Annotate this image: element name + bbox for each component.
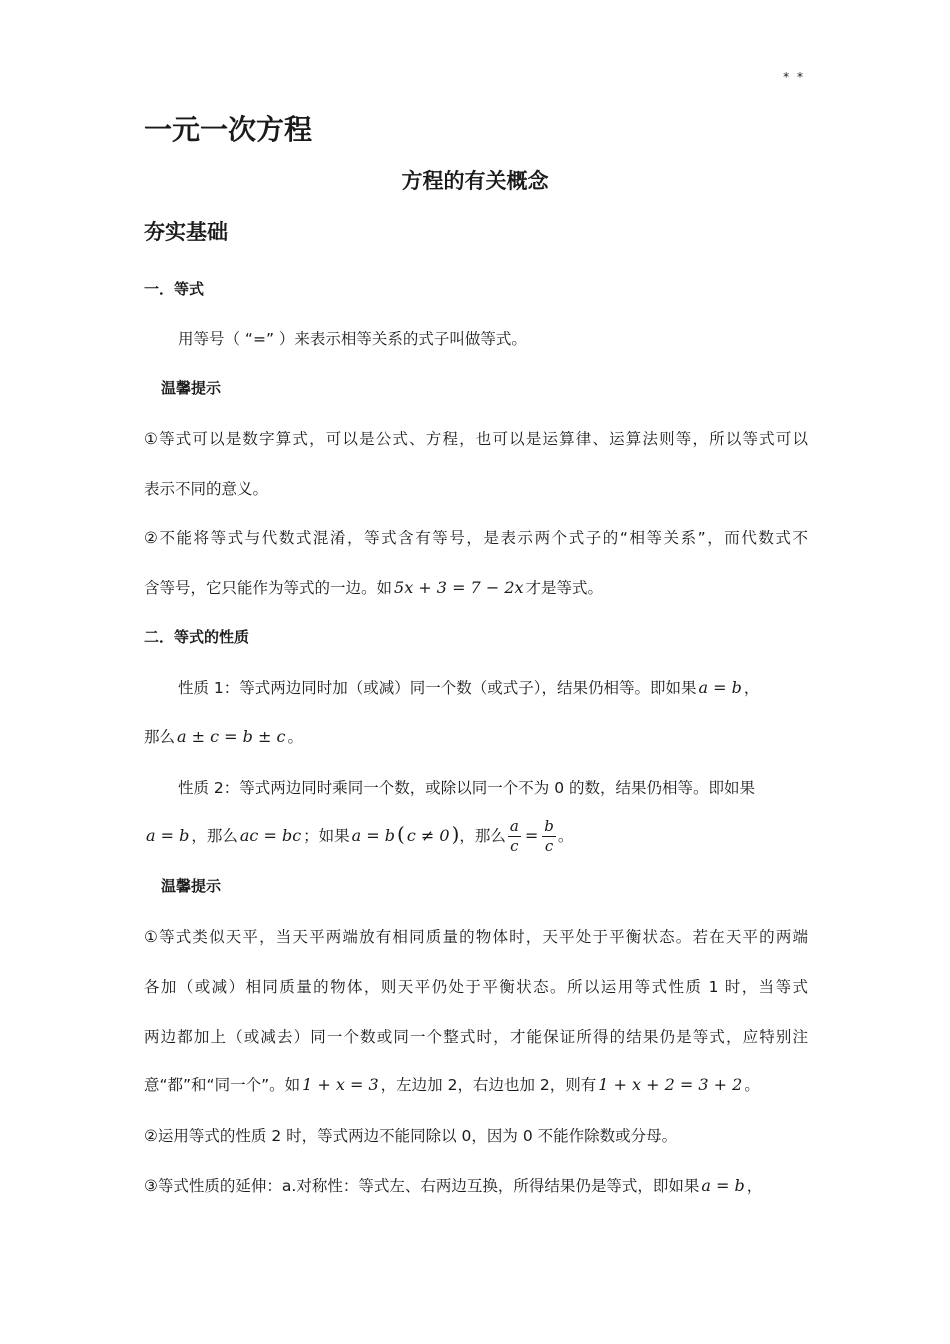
prop1-line2 — [144, 725, 808, 747]
tip2-line2 — [144, 576, 808, 598]
prop1-line1 — [144, 676, 842, 698]
text: 性质 1：等式两边同时加（或减）同一个数（或式子），结果仍相等。即如果 — [178, 679, 697, 697]
text: ；如果 — [303, 827, 350, 845]
prop2-line2 — [144, 814, 808, 856]
text: 含等号，它只能作为等式的一边。如 — [144, 579, 393, 597]
tip4: ②运用等式的性质 2 时，等式两边不能同除以 0，因为 0 不能作除数或分母。 — [144, 1127, 678, 1145]
tip1-line2: 表示不同的意义。 — [144, 480, 269, 498]
tip2-line1: ②不能将等式与代数式混淆，等式含有等号，是表示两个式子的“相等关系”，而代数式不 — [144, 529, 808, 547]
math-expression: a = b — [351, 826, 396, 845]
text: ， — [746, 1177, 763, 1195]
fraction-b-over-c — [542, 817, 556, 856]
math-expression: ac = bc — [239, 826, 302, 845]
denominator: c — [544, 837, 554, 855]
text: 那么 — [144, 728, 176, 746]
heading-equality: 一．等式 — [144, 280, 205, 298]
text: 。 — [557, 827, 574, 845]
tip3-line4 — [144, 1073, 808, 1095]
math-expression: a ± c = b ± c — [177, 727, 286, 746]
page-subtitle: 方程的有关概念 — [401, 169, 549, 193]
numerator: b — [544, 817, 554, 835]
header-mark: * * — [783, 70, 805, 84]
tip3-line2: 各加（或减）相同质量的物体，则天平仍处于平衡状态。所以运用等式性质 1 时，当等式 — [144, 978, 808, 996]
tip-heading-2: 温馨提示 — [161, 877, 222, 895]
text: ，左边加 2，右边也加 2，则有 — [380, 1076, 597, 1094]
text: ， — [743, 679, 760, 697]
paren-left: ( — [397, 822, 405, 846]
tip3-line3: 两边都加上（或减去）同一个数或同一个整式时，才能保证所得的结果仍是等式，应特别注 — [144, 1028, 808, 1046]
math-expression: a = b — [701, 1176, 745, 1195]
prop2-line1: 性质 2：等式两边同时乘同一个数，或除以同一个不为 0 的数，结果仍相等。即如果 — [178, 779, 756, 797]
paren-right: ) — [451, 822, 460, 846]
denominator: c — [510, 837, 519, 855]
text: 。 — [744, 1076, 760, 1094]
numerator: a — [509, 817, 519, 835]
tip1-line1: ①等式可以是数字算式，可以是公式、方程，也可以是运算律、运算法则等，所以等式可以 — [144, 430, 808, 448]
page-title: 一元一次方程 — [144, 113, 313, 146]
text: ，那么 — [459, 827, 506, 845]
math-expression: a = b — [698, 678, 742, 697]
equals-sign: = — [524, 826, 539, 845]
math-expression: 1 + x + 2 = 3 + 2 — [598, 1075, 743, 1094]
math-expression: 5x + 3 = 7 − 2x — [394, 578, 524, 597]
tip5 — [144, 1174, 808, 1196]
math-expression: 1 + x = 3 — [302, 1075, 379, 1094]
fraction-a-over-c — [508, 817, 521, 856]
text: 才是等式。 — [525, 579, 604, 597]
heading-properties: 二．等式的性质 — [144, 628, 250, 646]
text: 意“都”和“同一个”。如 — [144, 1076, 301, 1094]
math-condition: c ≠ 0 — [406, 826, 450, 845]
text: 。 — [287, 728, 303, 746]
equality-definition: 用等号（ “=” ）来表示相等关系的式子叫做等式。 — [178, 330, 527, 348]
text: ③等式性质的延伸：a.对称性：等式左、右两边互换，所得结果仍是等式，即如果 — [144, 1177, 700, 1195]
text: ，那么 — [191, 827, 238, 845]
tip3-line1: ①等式类似天平，当天平两端放有相同质量的物体时，天平处于平衡状态。若在天平的两端 — [144, 928, 808, 946]
section-title: 夯实基础 — [144, 220, 228, 244]
math-expression: a = b — [146, 826, 190, 845]
tip-heading-1: 温馨提示 — [161, 379, 222, 397]
